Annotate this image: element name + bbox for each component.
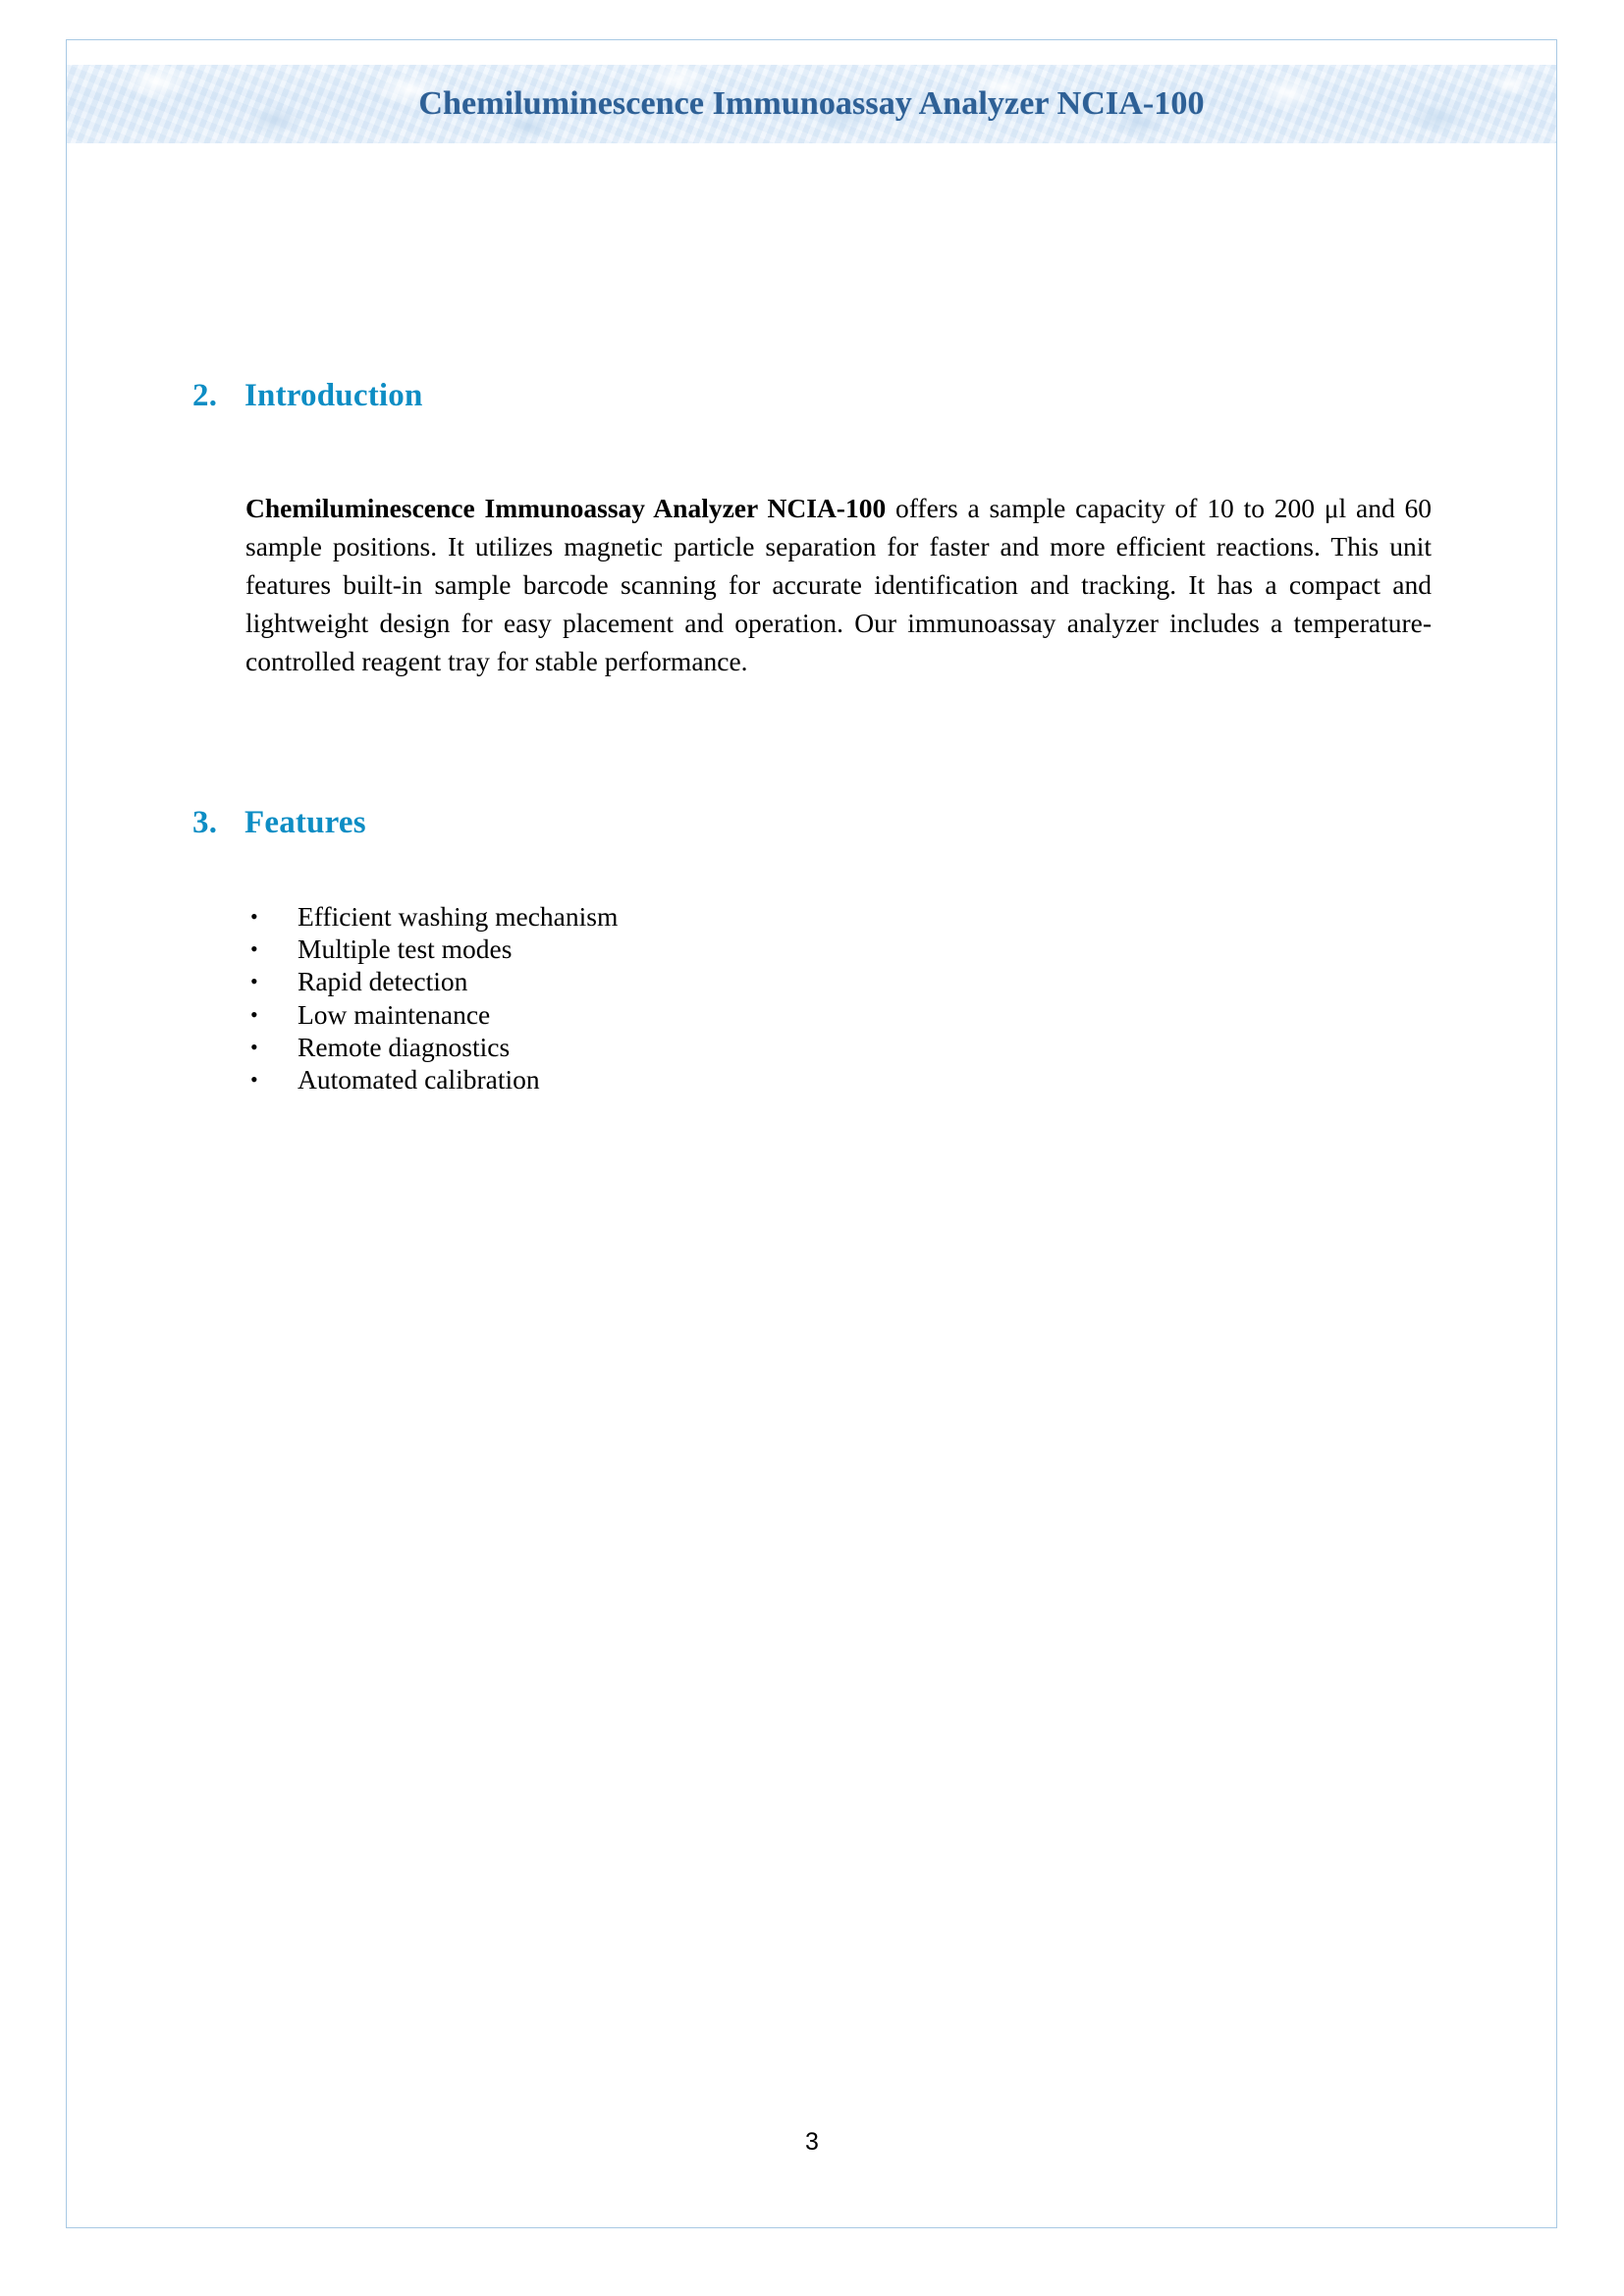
list-item-label: Rapid detection: [298, 966, 468, 997]
list-item-label: Automated calibration: [298, 1064, 540, 1095]
list-item-label: Multiple test modes: [298, 934, 513, 965]
section-heading-introduction: [192, 378, 1469, 414]
bullet-icon: •: [250, 904, 258, 929]
list-item: [245, 900, 1227, 933]
page-number: 3: [805, 2128, 819, 2156]
list-item-label: Low maintenance: [298, 998, 491, 1030]
page-border: [66, 39, 1557, 2228]
section-title-features: Features: [244, 805, 366, 840]
bullet-icon: •: [250, 1001, 258, 1027]
list-item: [245, 965, 1227, 997]
section-number-introduction: 2.: [192, 378, 218, 413]
introduction-paragraph: [245, 489, 1432, 680]
bullet-icon: •: [250, 1034, 258, 1059]
list-item: [245, 998, 1227, 1031]
introduction-paragraph-lead: Chemiluminescence Immunoassay Analyzer NCIA-100: [245, 492, 887, 523]
list-item: [245, 1063, 1227, 1095]
features-bullet-list: [245, 900, 1227, 1095]
bullet-icon: •: [250, 1067, 258, 1093]
page-header-banner: [67, 65, 1556, 143]
list-item-label: Efficient washing mechanism: [298, 901, 619, 932]
section-title-introduction: Introduction: [244, 378, 423, 413]
list-item: [245, 933, 1227, 965]
introduction-paragraph-body: offers a sample capacity of 10 to 200 μl and 60 sample positions. It utilizes magnetic particle separation for faster and more efficient reactions. This unit features built-in sample barcode scanning for accurate identification and tracking. It has a compact and lightweight design for easy placement and operation. Our immunoassay analyzer includes a temperature-controlled reagent tray for stable performance.: [245, 492, 1432, 676]
list-item: [245, 1031, 1227, 1063]
document-header-title: Chemiluminescence Immunoassay Analyzer NCIA-100: [418, 85, 1205, 122]
section-heading-features: [192, 805, 1469, 841]
bullet-icon: •: [250, 969, 258, 994]
bullet-icon: •: [250, 936, 258, 962]
list-item-label: Remote diagnostics: [298, 1031, 511, 1062]
section-number-features: 3.: [192, 805, 218, 840]
